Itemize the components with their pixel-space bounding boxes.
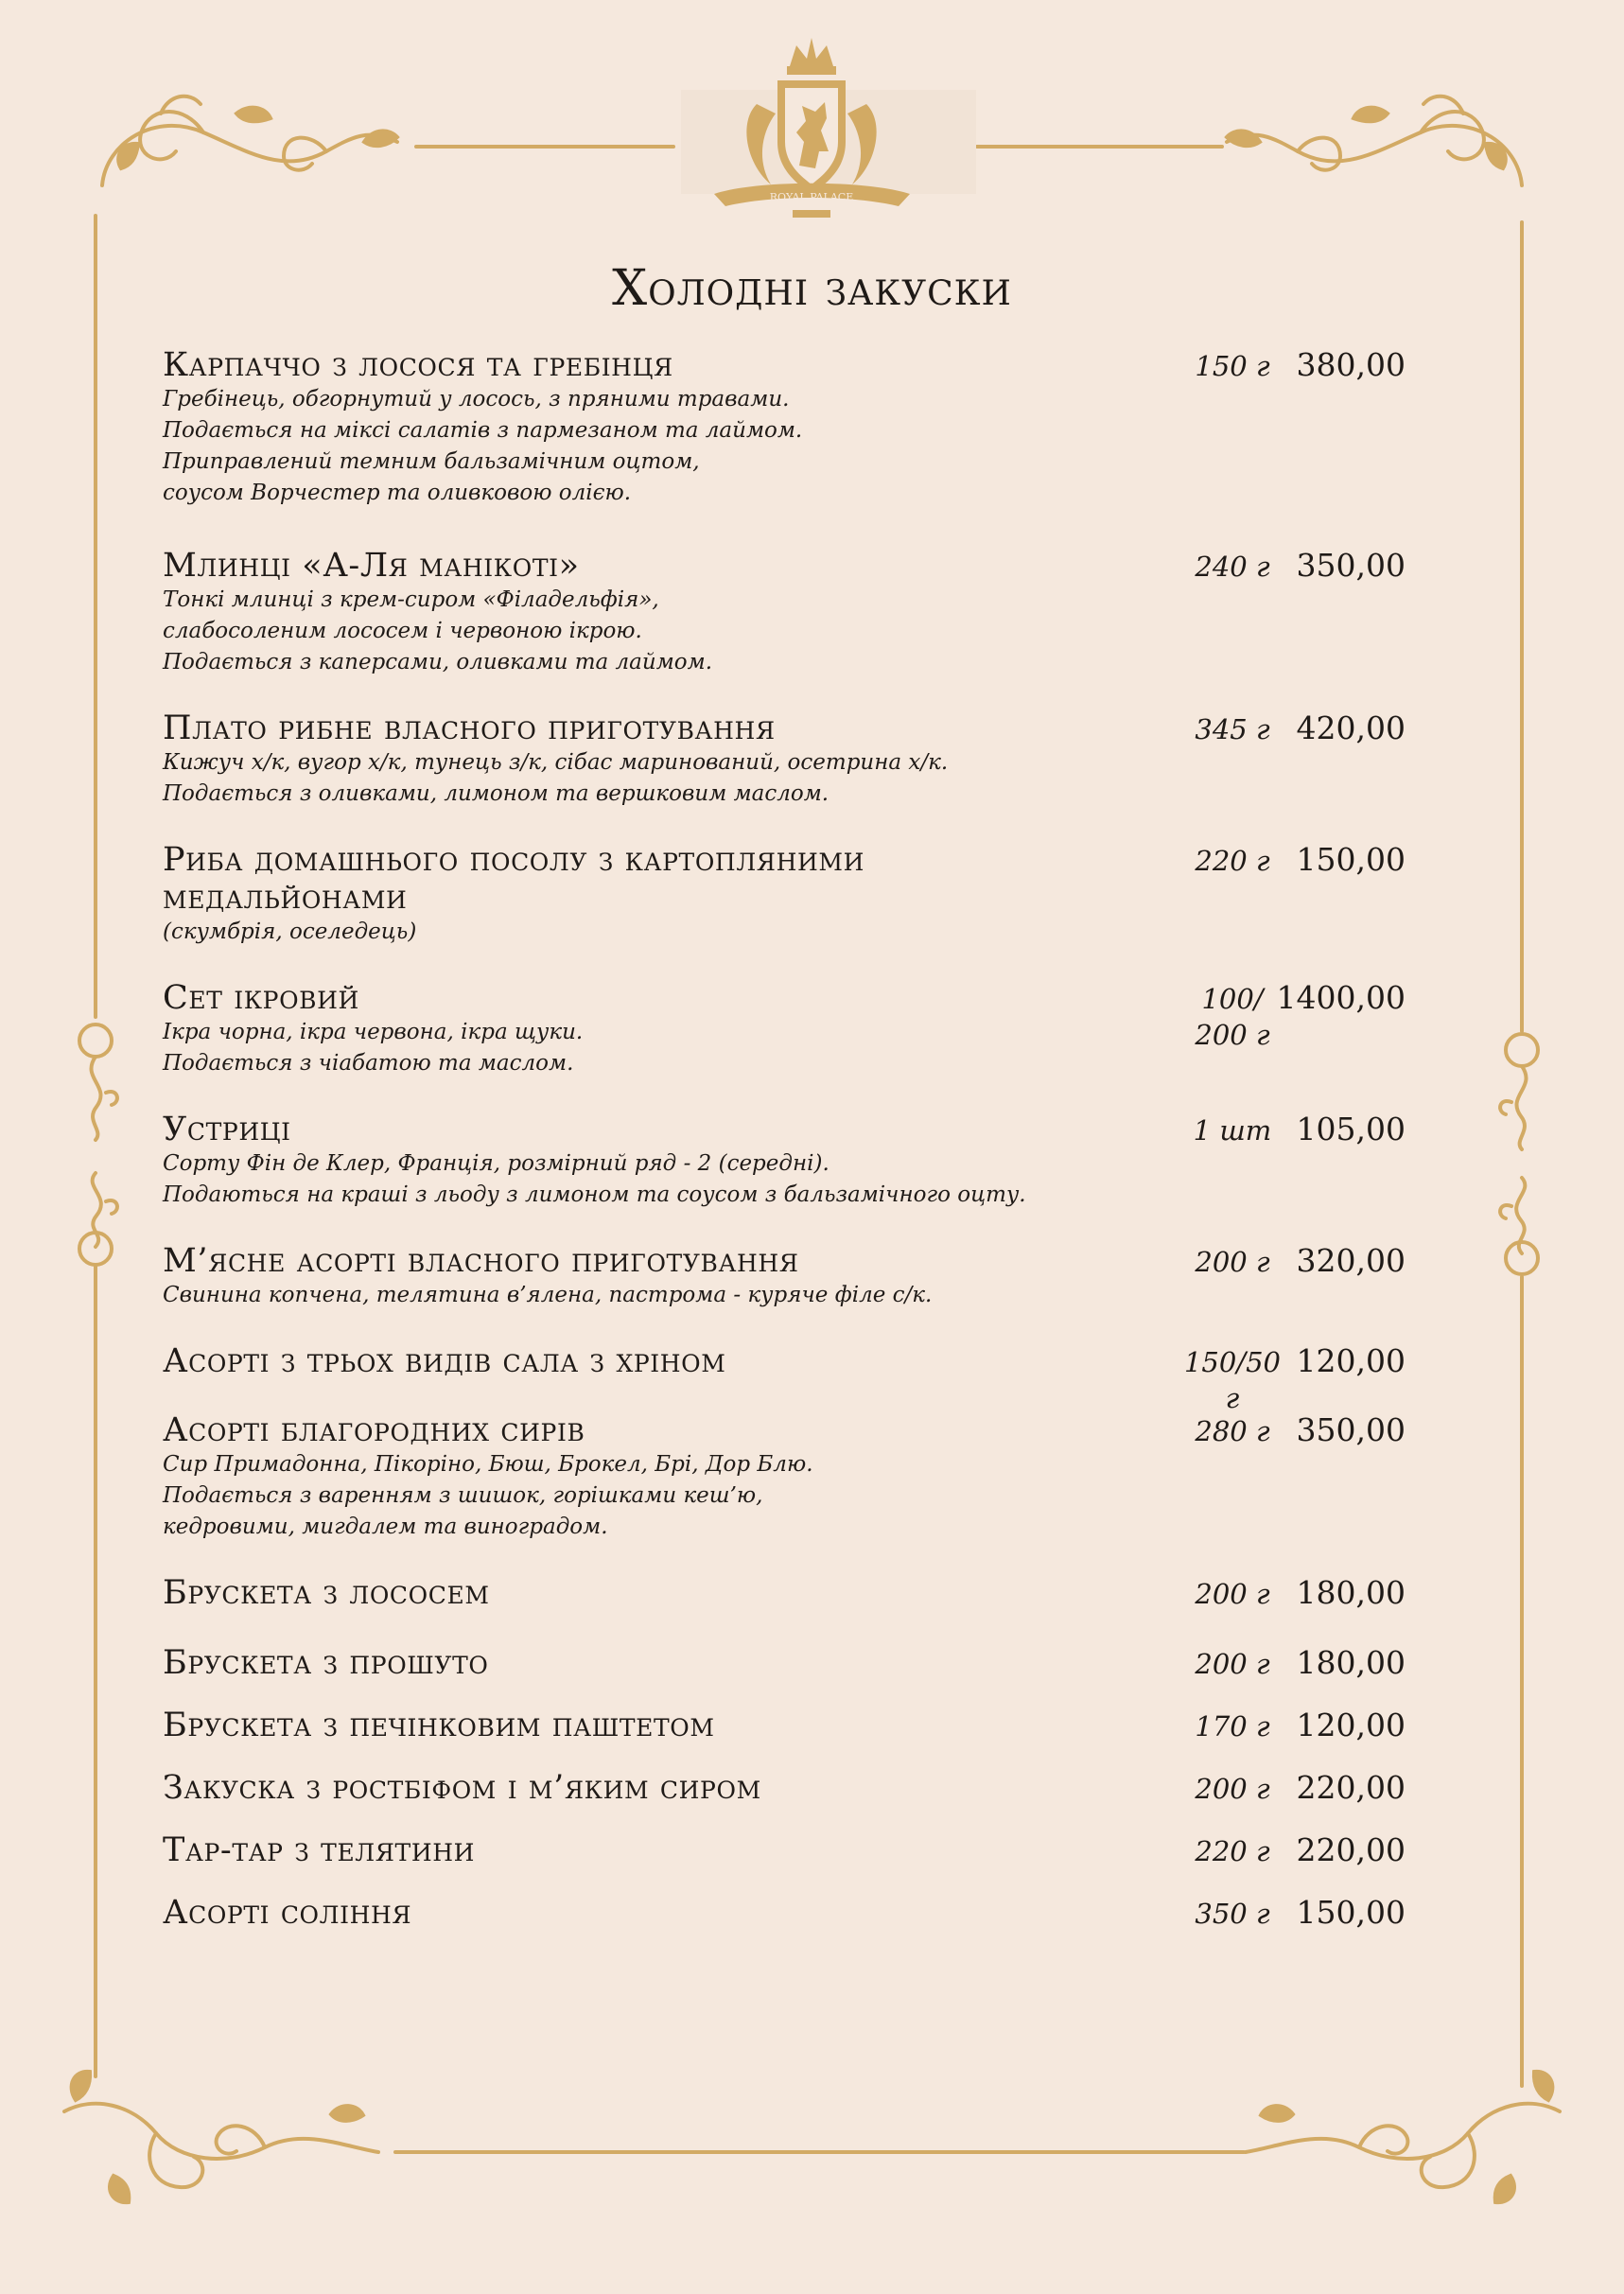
menu-item — [163, 1894, 1417, 1932]
item-description-line: Сорту Фін де Клер, Франція, розмірний ряд - 2 (середні). — [163, 1151, 829, 1176]
item-description-line: соусом Ворчестер та оливковою олією. — [163, 481, 632, 505]
bottom-right-flourish-icon — [1246, 2072, 1560, 2202]
item-description-line: кедровими, мигдалем та виноградом. — [163, 1515, 608, 1539]
item-name: Млинці «А-Ля манікоті» — [163, 547, 580, 585]
item-description-line: Гребінець, обгорнутий у лосось, з пряними травами. — [163, 387, 790, 412]
item-price: 350,00 — [1296, 547, 1406, 584]
item-description-line: (скумбрія, оселедець) — [163, 919, 417, 944]
menu-item — [163, 1831, 1417, 1869]
item-name: Сет ікровий — [163, 979, 359, 1017]
item-name: Асорті з трьох видів сала з хріном — [163, 1342, 726, 1380]
item-description-line: Сир Примадонна, Пікоріно, Бюш, Брокел, Брі, Дор Блю. — [163, 1452, 813, 1477]
item-price: 320,00 — [1296, 1242, 1406, 1279]
item-weight: 200 г — [1195, 1246, 1270, 1278]
item-price: 180,00 — [1296, 1644, 1406, 1681]
item-name: Брускета з печінковим паштетом — [163, 1707, 715, 1744]
item-weight: 200 г — [1195, 1648, 1270, 1680]
item-name: Устриці — [163, 1111, 291, 1148]
item-price: 1400,00 — [1276, 979, 1406, 1016]
item-description-line: Приправлений темним бальзамічним оцтом, — [163, 449, 700, 474]
menu-item — [163, 547, 1417, 678]
menu-item — [163, 1644, 1417, 1682]
menu-list — [163, 346, 1417, 1932]
item-name: Закуска з ростбіфом і м’яким сиром — [163, 1769, 761, 1807]
item-weight: 220 г — [1195, 845, 1270, 877]
item-name: Асорті благородних сирів — [163, 1411, 585, 1449]
item-weight: 200 г — [1195, 1773, 1270, 1805]
item-weight: 345 г — [1195, 713, 1270, 745]
item-price: 220,00 — [1296, 1831, 1406, 1868]
royal-crest-logo — [681, 38, 976, 218]
item-weight: 100/ 200 г — [1195, 983, 1270, 1051]
item-description-line: Подається з чіабатою та маслом. — [163, 1051, 574, 1076]
item-description-line: Подається з варенням з шишок, горішками кеш’ю, — [163, 1483, 763, 1508]
item-weight: 220 г — [1195, 1835, 1270, 1867]
item-weight: 240 г — [1195, 551, 1270, 583]
item-name: Плато рибне власного приготування — [163, 709, 776, 747]
item-price: 420,00 — [1296, 709, 1406, 746]
item-name: М’ясне асорті власного приготування — [163, 1242, 799, 1280]
item-weight: 200 г — [1195, 1578, 1270, 1610]
item-weight: 150 г — [1195, 350, 1270, 382]
menu-item — [163, 1574, 1417, 1612]
logo-lettering: ROYAL PALACE — [769, 191, 854, 203]
item-description-line: Подається на міксі салатів з пармезаном та лаймом. — [163, 418, 803, 443]
top-right-flourish-icon — [1227, 96, 1522, 185]
item-weight: 150/50 г — [1183, 1346, 1282, 1414]
item-weight: 1 шт — [1193, 1114, 1272, 1147]
menu-item — [163, 1342, 1417, 1414]
item-price: 150,00 — [1296, 1894, 1406, 1931]
menu-item — [163, 709, 1417, 810]
item-name: Асорті соління — [163, 1894, 412, 1932]
item-price: 380,00 — [1296, 346, 1406, 383]
item-description-line: слабосоленим лососем і червоною ікрою. — [163, 619, 642, 643]
item-description-line: Свинина копчена, телятина в’ялена, пастрома - куряче філе с/к. — [163, 1283, 933, 1307]
item-price: 105,00 — [1296, 1111, 1406, 1147]
item-description-line: Кижуч х/к, вугор х/к, тунець з/к, сібас маринований, осетрина х/к. — [163, 750, 949, 775]
menu-item — [163, 1707, 1417, 1744]
menu-item — [163, 1111, 1417, 1211]
item-price: 150,00 — [1296, 841, 1406, 878]
item-price: 220,00 — [1296, 1769, 1406, 1806]
item-price: 120,00 — [1296, 1707, 1406, 1743]
menu-item — [163, 841, 1417, 948]
item-description-line: Подається з оливками, лимоном та вершковим маслом. — [163, 781, 829, 806]
item-price: 350,00 — [1296, 1411, 1406, 1448]
menu-item — [163, 1411, 1417, 1543]
menu-item — [163, 346, 1417, 509]
item-name: Карпаччо з лосося та гребінця — [163, 346, 673, 384]
item-weight: 350 г — [1195, 1898, 1270, 1930]
right-side-scroll-icon — [1500, 1034, 1538, 1274]
item-name: Брускета з лососем — [163, 1574, 490, 1612]
item-description-line: Подається з каперсами, оливками та лаймом. — [163, 650, 713, 674]
menu-item — [163, 1242, 1417, 1311]
item-description-line: Ікра чорна, ікра червона, ікра щуки. — [163, 1020, 584, 1044]
top-left-flourish-icon — [102, 96, 397, 185]
menu-item — [163, 1769, 1417, 1807]
menu-item — [163, 979, 1417, 1079]
item-description-line: Подаються на краші з льоду з лимоном та соусом з бальзамічного оцту. — [163, 1182, 1026, 1207]
item-price: 120,00 — [1296, 1342, 1406, 1379]
item-description-line: Тонкі млинці з крем-сиром «Філадельфія», — [163, 587, 659, 612]
item-weight: 170 г — [1195, 1710, 1270, 1742]
item-name: Брускета з прошуто — [163, 1644, 489, 1682]
left-side-scroll-icon — [79, 1024, 117, 1265]
item-price: 180,00 — [1296, 1574, 1406, 1611]
page-title: Холодні закуски — [612, 260, 1012, 317]
bottom-left-flourish-icon — [64, 2072, 378, 2202]
item-weight: 280 г — [1195, 1415, 1270, 1447]
item-name: Тар-тар з телятини — [163, 1831, 476, 1869]
item-name: Риба домашнього посолу з картопляними медальйонами — [163, 841, 864, 917]
